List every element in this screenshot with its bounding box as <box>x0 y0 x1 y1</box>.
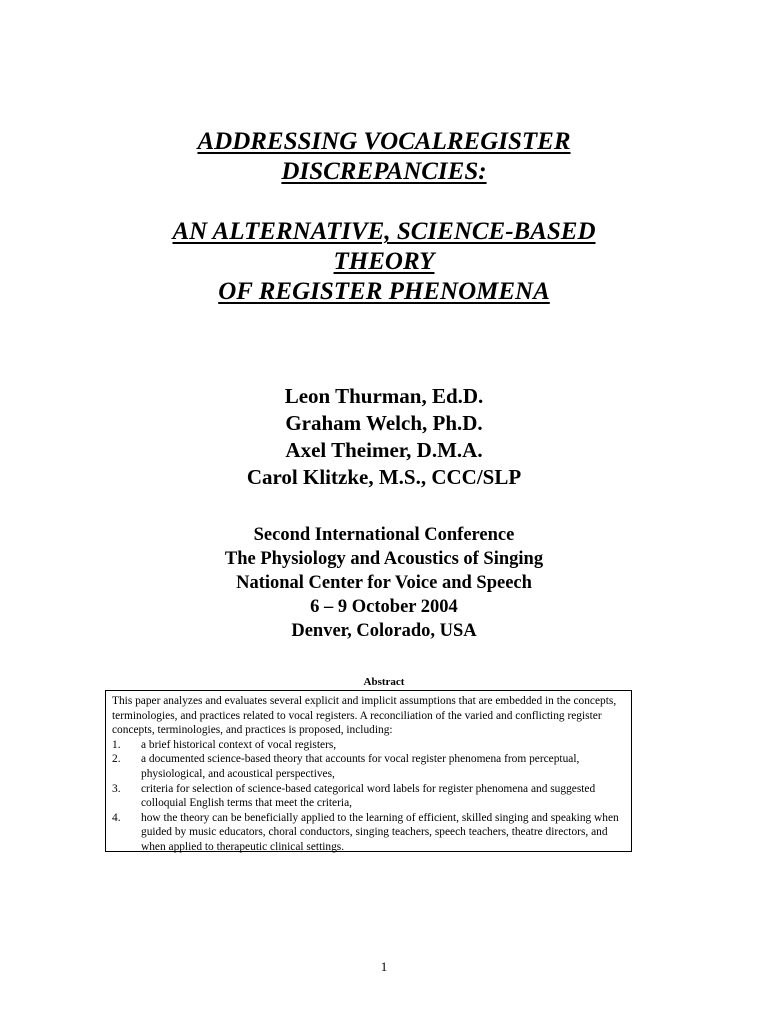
author-name: Axel Theimer, D.M.A. <box>285 438 483 462</box>
author-list <box>0 383 768 491</box>
list-item-number: 3. <box>112 782 121 795</box>
abstract-list <box>112 738 627 855</box>
list-item-text: how the theory can be beneficially applied to the learning of efficient, skilled singing and speaking when guided by music educators, choral conductors, singing teachers, speech teachers, theatre directors, and when applied to therapeutic clinical settings. <box>141 811 619 853</box>
author-name: Graham Welch, Ph.D. <box>285 411 483 435</box>
author-name: Leon Thurman, Ed.D. <box>284 384 484 408</box>
conference-info <box>0 523 768 643</box>
list-item <box>112 738 627 753</box>
subtitle-line-2: THEORY <box>333 248 435 275</box>
title-line-1: ADDRESSING VOCALREGISTER <box>197 128 571 155</box>
abstract-box <box>105 690 632 852</box>
subtitle-line-1: AN ALTERNATIVE, SCIENCE-BASED <box>172 218 596 245</box>
list-item-text: criteria for selection of science-based categorical word labels for register phenomena and suggested colloquial English terms that meet the criteria, <box>141 782 596 810</box>
page-number: 1 <box>380 959 388 974</box>
abstract-intro: This paper analyzes and evaluates several explicit and implicit assumptions that are embedded in the concepts, terminologies, and practices related to vocal registers. A reconciliation of the varied and conflicting register concepts, terminologies, and practices is proposed, including: <box>112 695 617 737</box>
abstract-heading: Abstract <box>363 676 405 688</box>
conference-topic: The Physiology and Acoustics of Singing <box>224 549 544 569</box>
list-item <box>112 782 627 811</box>
conference-dates: 6 – 9 October 2004 <box>310 597 458 617</box>
title-spacer <box>0 187 768 217</box>
author-name: Carol Klitzke, M.S., CCC/SLP <box>246 465 522 489</box>
conference-location: Denver, Colorado, USA <box>291 621 477 641</box>
list-item <box>112 811 627 855</box>
list-item-number: 2. <box>112 753 121 766</box>
paper-title <box>0 127 768 307</box>
list-item <box>112 752 627 781</box>
conference-host: National Center for Voice and Speech <box>236 573 532 593</box>
list-item-text: a documented science-based theory that accounts for vocal register phenomena from perceptual, physiological, and acoustical perspectives, <box>141 753 580 780</box>
conference-name: Second International Conference <box>253 525 515 545</box>
subtitle-line-3: OF REGISTER PHENOMENA <box>218 278 550 305</box>
list-item-text: a brief historical context of vocal registers, <box>141 738 337 751</box>
list-item-number: 4. <box>112 811 121 824</box>
list-item-number: 1. <box>112 738 121 751</box>
title-line-2: DISCREPANCIES: <box>281 158 487 185</box>
